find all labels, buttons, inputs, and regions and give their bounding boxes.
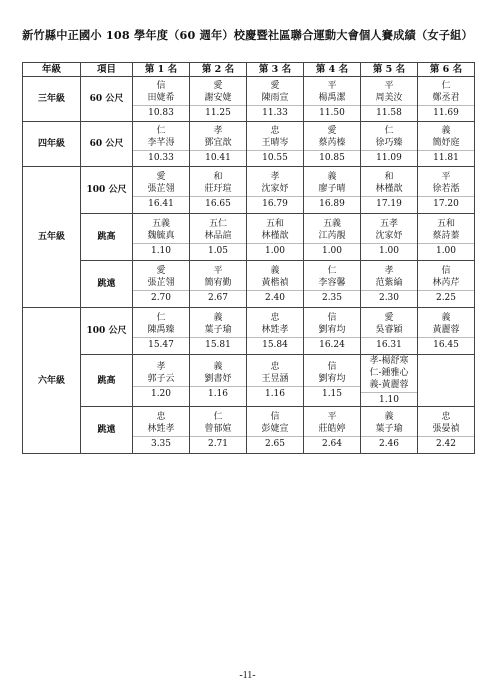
class-label: 忠: [270, 125, 280, 136]
athlete-name: 魏毓真: [147, 230, 175, 241]
class-label: 平: [327, 411, 337, 422]
class-label: 仁: [327, 265, 337, 276]
athlete-name: 劉宥均: [318, 374, 346, 384]
athlete-name: 黃麗蓉: [432, 324, 460, 335]
result-value: 11.25: [190, 105, 246, 119]
result-cell: [133, 77, 190, 122]
result-cell: [304, 308, 361, 355]
class-label: 孝: [156, 362, 166, 372]
result-cell: [133, 355, 190, 407]
result-value: 1.16: [190, 386, 246, 400]
table-row: [23, 355, 475, 407]
table-row: [23, 167, 475, 214]
table-row: [23, 261, 475, 308]
class-label: 孝: [270, 171, 280, 182]
result-value: 2.35: [304, 290, 360, 304]
athlete-name-extra: 義-黃麗蓉: [369, 380, 409, 390]
header-place-3: 第 3 名: [247, 63, 304, 77]
class-label: 義: [270, 265, 280, 276]
result-cell: [304, 122, 361, 167]
result-cell: [361, 261, 418, 308]
athlete-name: 張芷翎: [147, 277, 175, 288]
athlete-name: 徐若湉: [432, 183, 460, 194]
class-label: 五義: [151, 218, 170, 229]
class-label: 五和: [436, 218, 455, 229]
athlete-name: 吳睿穎: [375, 324, 403, 335]
event-cell: 跳高: [81, 355, 133, 407]
header-grade: 年級: [23, 63, 81, 77]
result-cell: [190, 407, 247, 454]
athlete-name: 劉書妤: [204, 374, 232, 384]
athlete-name: 沈家妤: [261, 183, 289, 194]
result-cell: [190, 77, 247, 122]
header-place-5: 第 5 名: [361, 63, 418, 77]
class-label: 孝: [384, 265, 394, 276]
event-cell: 跳遠: [81, 407, 133, 454]
result-value: 1.00: [361, 243, 417, 257]
header-place-4: 第 4 名: [304, 63, 361, 77]
result-value: 1.15: [304, 386, 360, 400]
result-value: [418, 381, 474, 382]
class-label: 和: [384, 171, 394, 182]
result-cell: [190, 122, 247, 167]
table-row: [23, 407, 475, 454]
athlete-name: 徐巧臻: [375, 137, 403, 148]
result-cell: [418, 122, 475, 167]
class-label: 孝: [213, 125, 223, 136]
result-value: 16.24: [304, 337, 360, 351]
result-value: 10.55: [247, 150, 303, 164]
result-value: 2.46: [361, 436, 417, 450]
result-cell: [247, 261, 304, 308]
class-label: 平: [327, 80, 337, 91]
athlete-name: 林槿歆: [261, 230, 289, 241]
class-label: 義: [441, 125, 451, 136]
result-cell: [247, 355, 304, 407]
result-cell: [361, 355, 418, 407]
athlete-name: 莊玗瑄: [204, 183, 232, 194]
class-label: 孝-楊舒寒: [369, 356, 409, 366]
athlete-name: 仁-鍾雅心: [369, 368, 409, 378]
event-cell: 跳高: [81, 214, 133, 261]
result-value: 3.35: [133, 436, 189, 450]
athlete-name: 林甡孝: [261, 324, 289, 335]
result-value: 2.67: [190, 290, 246, 304]
result-value: 2.25: [418, 290, 474, 304]
result-cell: [247, 122, 304, 167]
result-cell: [361, 77, 418, 122]
athlete-name: 林芮芹: [432, 277, 460, 288]
class-label: 仁: [213, 411, 223, 422]
grade-cell: 六年級: [23, 308, 81, 454]
class-label: 愛: [156, 265, 166, 276]
header-place-2: 第 2 名: [190, 63, 247, 77]
result-value: 2.70: [133, 290, 189, 304]
result-value: 2.64: [304, 436, 360, 450]
result-cell: [247, 308, 304, 355]
class-label: 忠: [270, 362, 280, 372]
class-label: 五仁: [208, 218, 227, 229]
result-value: 1.10: [133, 243, 189, 257]
results-table: [22, 62, 475, 454]
class-label: 仁: [156, 312, 166, 323]
table-row: [23, 122, 475, 167]
result-value: 2.30: [361, 290, 417, 304]
event-cell: 100 公尺: [81, 308, 133, 355]
class-label: 平: [441, 171, 451, 182]
athlete-name: 蔡芮榛: [318, 137, 346, 148]
athlete-name: 周美汝: [375, 92, 403, 103]
result-cell: [418, 308, 475, 355]
athlete-name: 簡妤庭: [432, 137, 460, 148]
result-cell: [133, 308, 190, 355]
athlete-name: 陳雨宣: [261, 92, 289, 103]
athlete-name: 鄭丞君: [432, 92, 460, 103]
athlete-name: 郭子云: [147, 374, 175, 384]
athlete-name: 江芮靚: [318, 230, 346, 241]
result-cell: [247, 77, 304, 122]
class-label: 愛: [270, 80, 280, 91]
result-value: 1.10: [361, 392, 417, 406]
result-cell: [247, 214, 304, 261]
result-cell: [133, 214, 190, 261]
result-cell: [190, 308, 247, 355]
result-value: 2.71: [190, 436, 246, 450]
result-cell: [304, 167, 361, 214]
result-value: 11.69: [418, 105, 474, 119]
result-cell: [190, 167, 247, 214]
class-label: 義: [213, 362, 223, 372]
class-label: 義: [327, 171, 337, 182]
result-value: 1.00: [304, 243, 360, 257]
result-value: 1.05: [190, 243, 246, 257]
athlete-name: 林槿歆: [375, 183, 403, 194]
class-label: 愛: [213, 80, 223, 91]
page-title: 新竹縣中正國小 108 學年度（60 週年）校慶暨社區聯合運動大會個人賽成績（女子組）: [22, 28, 473, 42]
table-row: [23, 77, 475, 122]
result-cell: [304, 407, 361, 454]
result-cell: [133, 122, 190, 167]
result-value: 11.09: [361, 150, 417, 164]
result-cell: [133, 407, 190, 454]
table-row: [23, 214, 475, 261]
class-label: 平: [213, 265, 223, 276]
athlete-name: 廖子晴: [318, 183, 346, 194]
athlete-name: 范紫綸: [375, 277, 403, 288]
class-label: 忠: [270, 312, 280, 323]
result-cell: [190, 355, 247, 407]
result-value: 10.85: [304, 150, 360, 164]
result-value: 2.65: [247, 436, 303, 450]
class-label: 愛: [327, 125, 337, 136]
result-cell: [247, 407, 304, 454]
result-cell: [418, 261, 475, 308]
athlete-name: 林品諠: [204, 230, 232, 241]
athlete-name: 楊禹潔: [318, 92, 346, 103]
result-cell: [361, 214, 418, 261]
class-label: 仁: [384, 125, 394, 136]
class-label: 忠: [156, 411, 166, 422]
athlete-name: 謝安婕: [204, 92, 232, 103]
result-value: 16.89: [304, 196, 360, 210]
class-label: 義: [213, 312, 223, 323]
athlete-name: 鄧宜歆: [204, 137, 232, 148]
athlete-name: 彭婕宣: [261, 423, 289, 434]
page-number: -11-: [239, 670, 256, 681]
result-value: 1.00: [418, 243, 474, 257]
class-label: 信: [156, 80, 166, 91]
athlete-name: 沈家妤: [375, 230, 403, 241]
result-cell: [361, 122, 418, 167]
header-event: 項目: [81, 63, 133, 77]
athlete-name: 黃楷禎: [261, 277, 289, 288]
result-value: 1.16: [247, 386, 303, 400]
result-value: 10.83: [133, 105, 189, 119]
result-value: 16.41: [133, 196, 189, 210]
result-value: 10.41: [190, 150, 246, 164]
class-label: 平: [384, 80, 394, 91]
result-value: 11.33: [247, 105, 303, 119]
class-label: 五義: [322, 218, 341, 229]
athlete-name: 王昱涵: [261, 374, 289, 384]
result-cell: [418, 355, 475, 407]
event-cell: 60 公尺: [81, 77, 133, 122]
event-cell: 100 公尺: [81, 167, 133, 214]
result-value: 16.79: [247, 196, 303, 210]
header-row: [23, 63, 475, 77]
athlete-name: 劉宥均: [318, 324, 346, 335]
result-value: 15.84: [247, 337, 303, 351]
athlete-name: 葉子瑜: [204, 324, 232, 335]
result-value: 16.65: [190, 196, 246, 210]
athlete-name: 曾郁媗: [204, 423, 232, 434]
result-cell: [418, 77, 475, 122]
result-value: 17.20: [418, 196, 474, 210]
athlete-name: 張晏禎: [432, 423, 460, 434]
class-label: 忠: [441, 411, 451, 422]
result-cell: [418, 407, 475, 454]
event-cell: 60 公尺: [81, 122, 133, 167]
result-value: 1.20: [133, 386, 189, 400]
athlete-name: 張芷翎: [147, 183, 175, 194]
result-value: 2.42: [418, 436, 474, 450]
class-label: 義: [441, 312, 451, 323]
class-label: 五和: [265, 218, 284, 229]
class-label: 信: [270, 411, 280, 422]
athlete-name: 葉子瑜: [375, 423, 403, 434]
athlete-name: 陳禹臻: [147, 324, 175, 335]
result-value: 2.40: [247, 290, 303, 304]
result-cell: [133, 261, 190, 308]
result-cell: [304, 77, 361, 122]
class-label: 愛: [156, 171, 166, 182]
result-value: 16.31: [361, 337, 417, 351]
event-cell: 跳遠: [81, 261, 133, 308]
athlete-name: 田婕希: [147, 92, 175, 103]
result-cell: [304, 355, 361, 407]
result-value: 16.45: [418, 337, 474, 351]
class-label: 義: [384, 411, 394, 422]
class-label: 信: [441, 265, 451, 276]
result-value: 17.19: [361, 196, 417, 210]
class-label: 信: [327, 362, 337, 372]
athlete-name: 林甡孝: [147, 423, 175, 434]
result-value: 11.50: [304, 105, 360, 119]
result-value: 10.33: [133, 150, 189, 164]
athlete-name: 李芊淂: [147, 137, 175, 148]
table-row: [23, 308, 475, 355]
result-cell: [361, 308, 418, 355]
result-cell: [190, 261, 247, 308]
class-label: 五孝: [379, 218, 398, 229]
result-value: 15.81: [190, 337, 246, 351]
header-place-6: 第 6 名: [418, 63, 475, 77]
result-cell: [133, 167, 190, 214]
class-label: 仁: [156, 125, 166, 136]
result-cell: [304, 261, 361, 308]
athlete-name: 莊皓婷: [318, 423, 346, 434]
result-value: 11.58: [361, 105, 417, 119]
result-cell: [247, 167, 304, 214]
grade-cell: 五年級: [23, 167, 81, 308]
result-cell: [418, 167, 475, 214]
grade-cell: 四年級: [23, 122, 81, 167]
class-label: 信: [327, 312, 337, 323]
result-cell: [190, 214, 247, 261]
class-label: 和: [213, 171, 223, 182]
result-value: 15.47: [133, 337, 189, 351]
result-value: 1.00: [247, 243, 303, 257]
class-label: 愛: [384, 312, 394, 323]
athlete-name: 李容馨: [318, 277, 346, 288]
grade-cell: 三年級: [23, 77, 81, 122]
athlete-name: 蔡詩蓁: [432, 230, 460, 241]
result-cell: [304, 214, 361, 261]
result-cell: [361, 407, 418, 454]
result-value: 11.81: [418, 150, 474, 164]
header-place-1: 第 1 名: [133, 63, 190, 77]
athlete-name: 簡宥勤: [204, 277, 232, 288]
result-cell: [361, 167, 418, 214]
class-label: 仁: [441, 80, 451, 91]
result-cell: [418, 214, 475, 261]
athlete-name: 王晴岑: [261, 137, 289, 148]
